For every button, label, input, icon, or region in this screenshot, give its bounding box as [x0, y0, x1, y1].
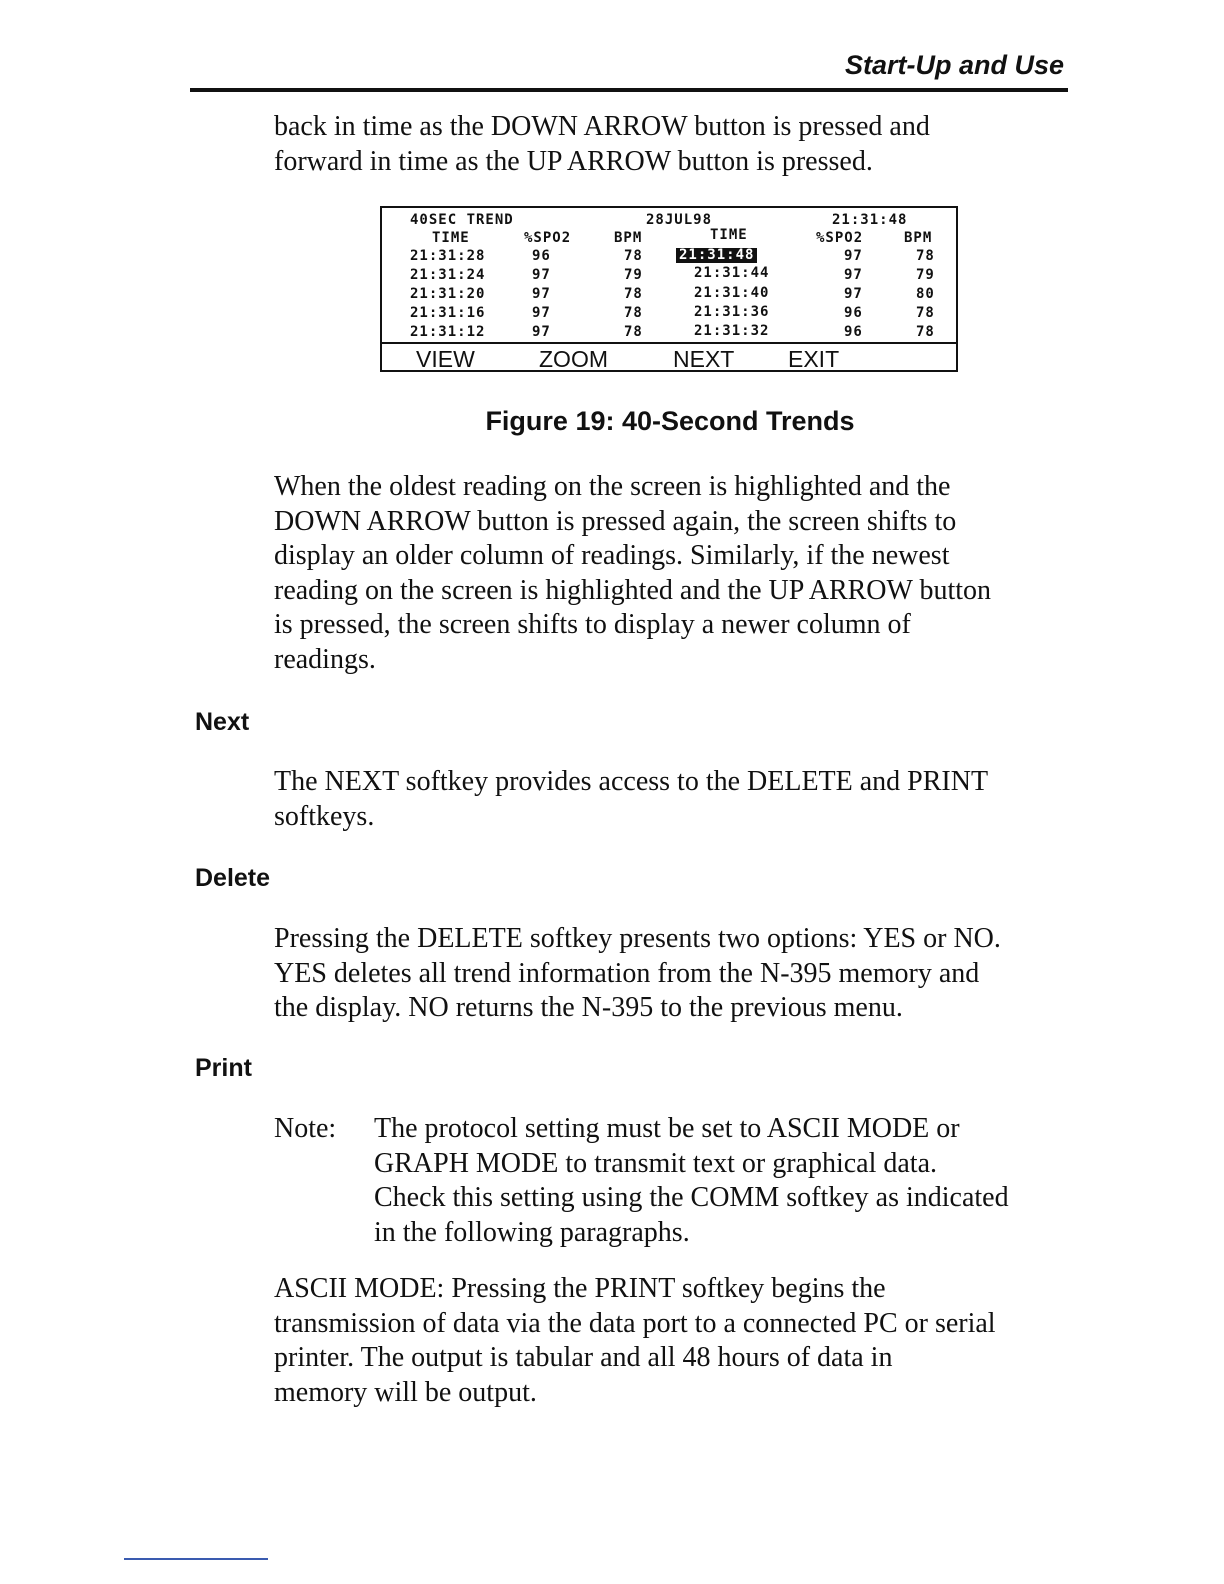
right-row-spo2: 97: [844, 286, 863, 302]
trend-clock: 21:31:48: [832, 212, 908, 228]
text-line: is pressed, the screen shifts to display a newer column of: [274, 609, 911, 640]
text-line: in the following paragraphs.: [374, 1216, 690, 1248]
intro-paragraph: [274, 110, 1074, 179]
left-row-time: 21:31:16: [410, 305, 486, 321]
next-paragraph: [274, 765, 1074, 834]
text-line: display an older column of readings. Similarly, if the newest: [274, 540, 950, 571]
right-row-bpm: 78: [916, 305, 935, 321]
left-time-header: TIME: [432, 230, 470, 246]
header-title: Start-Up and Use: [844, 50, 1064, 80]
right-time-header: TIME: [710, 227, 748, 243]
left-row-spo2: 97: [532, 286, 551, 302]
right-row-spo2: 97: [844, 267, 863, 283]
left-row-spo2: 96: [532, 248, 551, 264]
note-body: [374, 1112, 1074, 1250]
text-line: GRAPH MODE to transmit text or graphical data.: [374, 1147, 938, 1179]
oldest-reading-paragraph: [274, 470, 1074, 677]
text-line: the display. NO returns the N-395 to the previous menu.: [274, 992, 903, 1023]
text-line: Check this setting using the COMM softkey as indicated: [374, 1182, 1009, 1213]
text-line: softkeys.: [274, 800, 375, 832]
text-line: readings.: [274, 643, 376, 675]
softkey-bar: [382, 342, 956, 370]
left-row-time: 21:31:24: [410, 267, 486, 283]
right-row-bpm: 80: [916, 286, 935, 302]
print-heading: Print: [195, 1054, 252, 1082]
text-line: forward in time as the UP ARROW button is pressed.: [274, 145, 873, 177]
footer-rule: [124, 1558, 268, 1560]
right-row-bpm: 79: [916, 267, 935, 283]
left-row-time: 21:31:28: [410, 248, 486, 264]
left-row-bpm: 79: [624, 267, 643, 283]
page-header: [190, 48, 1068, 92]
figure-caption: Figure 19: 40-Second Trends: [485, 406, 855, 436]
next-softkey[interactable]: NEXT: [673, 346, 735, 372]
right-row-spo2: 96: [844, 324, 863, 340]
left-bpm-header: BPM: [614, 230, 643, 246]
text-line: transmission of data via the data port to a connected PC or serial: [274, 1307, 996, 1339]
left-row-bpm: 78: [624, 324, 643, 340]
left-row-bpm: 78: [624, 248, 643, 264]
left-row-time: 21:31:12: [410, 324, 486, 340]
right-row-spo2: 97: [844, 248, 863, 264]
text-line: back in time as the DOWN ARROW button is pressed and: [274, 111, 930, 142]
right-bpm-header: BPM: [904, 230, 933, 246]
right-spo2-header: %SPO2: [816, 230, 864, 246]
highlighted-row-time: 21:31:48: [676, 248, 757, 263]
right-row-spo2: 96: [844, 305, 863, 321]
right-row-time: 21:31:36: [694, 304, 770, 320]
delete-paragraph: [274, 922, 1074, 1026]
view-softkey[interactable]: VIEW: [416, 346, 475, 372]
left-row-spo2: 97: [532, 305, 551, 321]
text-line: YES deletes all trend information from the N-395 memory and: [274, 957, 980, 989]
right-row-time: 21:31:40: [694, 285, 770, 301]
text-line: memory will be output.: [274, 1376, 537, 1408]
right-row-time: 21:31:44: [694, 265, 770, 281]
text-line: ASCII MODE: Pressing the PRINT softkey begins the: [274, 1273, 886, 1304]
text-line: DOWN ARROW button is pressed again, the screen shifts to: [274, 505, 957, 537]
left-row-time: 21:31:20: [410, 286, 486, 302]
delete-heading: Delete: [195, 864, 271, 892]
text-line: The protocol setting must be set to ASCII MODE or: [374, 1113, 960, 1144]
trend-mode: 40SEC TREND: [410, 212, 514, 228]
ascii-mode-paragraph: [274, 1272, 1074, 1410]
left-row-bpm: 78: [624, 305, 643, 321]
text-line: Pressing the DELETE softkey presents two options: YES or NO.: [274, 923, 1001, 954]
right-row-bpm: 78: [916, 324, 935, 340]
next-heading: Next: [195, 708, 250, 736]
note-label: Note:: [274, 1113, 337, 1144]
left-row-bpm: 78: [624, 286, 643, 302]
zoom-softkey[interactable]: ZOOM: [539, 346, 608, 372]
text-line: When the oldest reading on the screen is highlighted and the: [274, 471, 951, 502]
right-row-time: 21:31:32: [694, 323, 770, 339]
left-spo2-header: %SPO2: [524, 230, 572, 246]
trend-date: 28JUL98: [646, 212, 713, 228]
exit-softkey[interactable]: EXIT: [788, 346, 840, 372]
left-row-spo2: 97: [532, 267, 551, 283]
text-line: reading on the screen is highlighted and the UP ARROW button: [274, 574, 992, 606]
left-row-spo2: 97: [532, 324, 551, 340]
text-line: printer. The output is tabular and all 48 hours of data in: [274, 1342, 893, 1373]
right-row-bpm: 78: [916, 248, 935, 264]
text-line: The NEXT softkey provides access to the DELETE and PRINT: [274, 766, 989, 797]
trend-screen: [380, 206, 958, 372]
